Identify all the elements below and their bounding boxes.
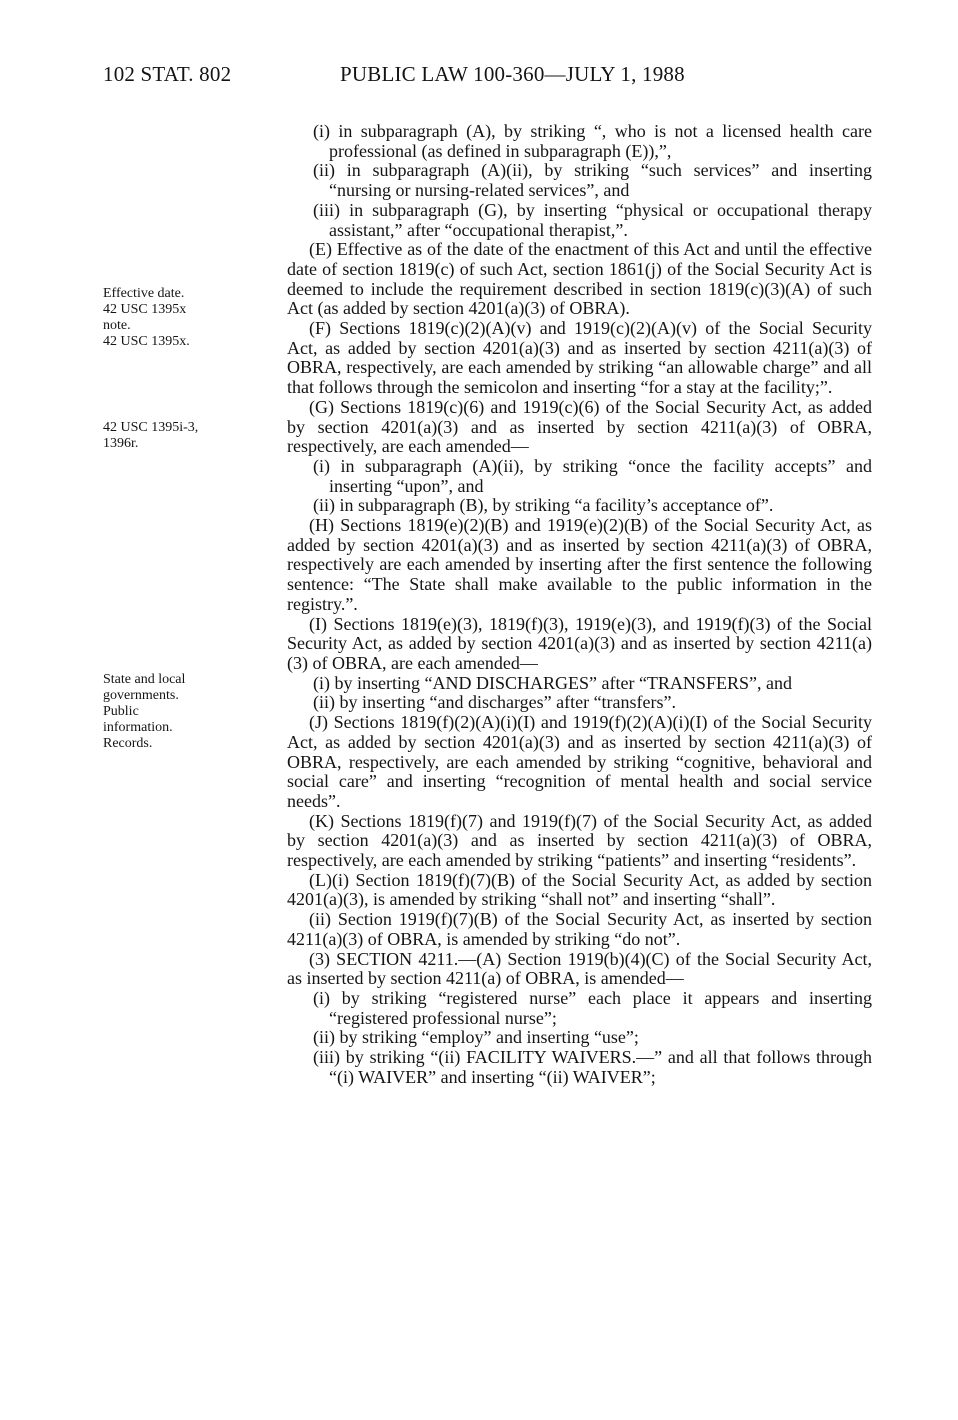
subparagraph-e: (E) Effective as of the date of the enactment of this Act and until the effective date of section 1819(c) of such Act, section 1861(j) of the Social Security Act is deemed to include the requirement described in section 1819(c)(3)(A) of such Act (as added by section 4201(a)(3) of OBRA). (287, 239, 872, 319)
margin-note-line: information. (103, 720, 173, 735)
margin-note-usc (103, 420, 283, 452)
clause-i: (i) in subparagraph (A)(ii), by striking “once the facility accepts” and inserting “upon”, and (313, 455, 872, 496)
margin-note-line: Effective date. (103, 286, 185, 301)
page-number-header: 102 STAT. 802 (103, 62, 232, 86)
clause-ii: (ii) by inserting “and discharges” after “transfers”. (313, 692, 677, 713)
subparagraph-f: (F) Sections 1819(c)(2)(A)(v) and 1919(c)(2)(A)(v) of the Social Security Act, as added by section 4201(a)(3) and as inserted by section 4211(a)(3) of OBRA, respectively, are each amended by striking “an allowable charge” and all that follows through the semicolon and inserting “for a stay at the facility;”. (287, 318, 872, 398)
subparagraph-h: (H) Sections 1819(e)(2)(B) and 1919(e)(2)(B) of the Social Security Act, as added by section 4201(a)(3) and as inserted by section 4211(a)(3) of OBRA, respectively are each amended by inserting after the first sentence the following sentence: “The State shall make available to the public information in the registry.”. (287, 515, 872, 614)
margin-note-line: State and local (103, 672, 186, 687)
subparagraph-g: (G) Sections 1819(c)(6) and 1919(c)(6) of the Social Security Act, as added by section 4201(a)(3) and as inserted by section 4211(a)(3) of OBRA, respectively, are each amended— (287, 396, 872, 457)
margin-note-line: governments. (103, 688, 179, 703)
subparagraph-j: (J) Sections 1819(f)(2)(A)(i)(I) and 1919(f)(2)(A)(i)(I) of the Social Security Act, as added by section 4201(a)(3) and as inserted by section 4211(a)(3) of OBRA, respectively, are each amended by striking “cognitive, behavioral and social care” and inserting “recognition of mental health and social service needs”. (287, 712, 872, 811)
clause-ii: (ii) in subparagraph (A)(ii), by striking “such services” and inserting “nursing or nursing-related services”, and (313, 160, 872, 201)
margin-note-line: note. (103, 318, 131, 333)
running-header: PUBLIC LAW 100-360—JULY 1, 1988 (340, 62, 685, 86)
margin-note-line: 1396r. (103, 436, 139, 451)
margin-note-line: 42 USC 1395i-3, (103, 420, 199, 435)
margin-note-state-local (103, 672, 283, 752)
clause-iii: (iii) in subparagraph (G), by inserting “physical or occupational therapy assistant,” after “occupational therapist,”. (313, 199, 872, 240)
clause-ii: (ii) by striking “employ” and inserting “use”; (313, 1027, 639, 1048)
subparagraph-l-ii: (ii) Section 1919(f)(7)(B) of the Social Security Act, as inserted by section 4211(a)(3) of OBRA, is amended by striking “do not”. (287, 909, 872, 949)
clause-ii: (ii) in subparagraph (B), by striking “a facility’s acceptance of”. (313, 495, 774, 516)
section-4211-heading: (3) SECTION 4211.—(A) Section 1919(b)(4)(C) of the Social Security Act, as inserted by section 4211(a) of OBRA, is amended— (287, 948, 872, 989)
margin-note-effective-date (103, 286, 283, 350)
margin-note-line: Public (103, 704, 139, 719)
margin-note-line: Records. (103, 736, 153, 751)
clause-iii: (iii) by striking “(ii) FACILITY WAIVERS.—” and all that follows through “(i) WAIVER” and inserting “(ii) WAIVER”; (313, 1047, 872, 1087)
clause-i: (i) by striking “registered nurse” each place it appears and inserting “registered professional nurse”; (313, 987, 872, 1028)
subparagraph-l-i: (L)(i) Section 1819(f)(7)(B) of the Social Security Act, as added by section 4201(a)(3), is amended by striking “shall not” and inserting “shall”. (287, 869, 872, 910)
margin-note-line: 42 USC 1395x. (103, 334, 190, 349)
statute-body (287, 122, 872, 1087)
clause-i: (i) by inserting “AND DISCHARGES” after “TRANSFERS”, and (313, 672, 792, 693)
subparagraph-k: (K) Sections 1819(f)(7) and 1919(f)(7) of the Social Security Act, as added by section 4201(a)(3) and as inserted by section 4211(a)(3) of OBRA, respectively, are each amended by striking “patients” and inserting “residents”. (287, 810, 872, 871)
subparagraph-i: (I) Sections 1819(e)(3), 1819(f)(3), 1919(e)(3), and 1919(f)(3) of the Social Security Act, as added by section 4201(a)(3) and as inserted by section 4211(a)(3) of OBRA, are each amended— (287, 613, 872, 673)
margin-note-line: 42 USC 1395x (103, 302, 187, 317)
clause-i: (i) in subparagraph (A), by striking “, who is not a licensed health care professional (as defined in subparagraph (E)),”, (313, 121, 872, 161)
